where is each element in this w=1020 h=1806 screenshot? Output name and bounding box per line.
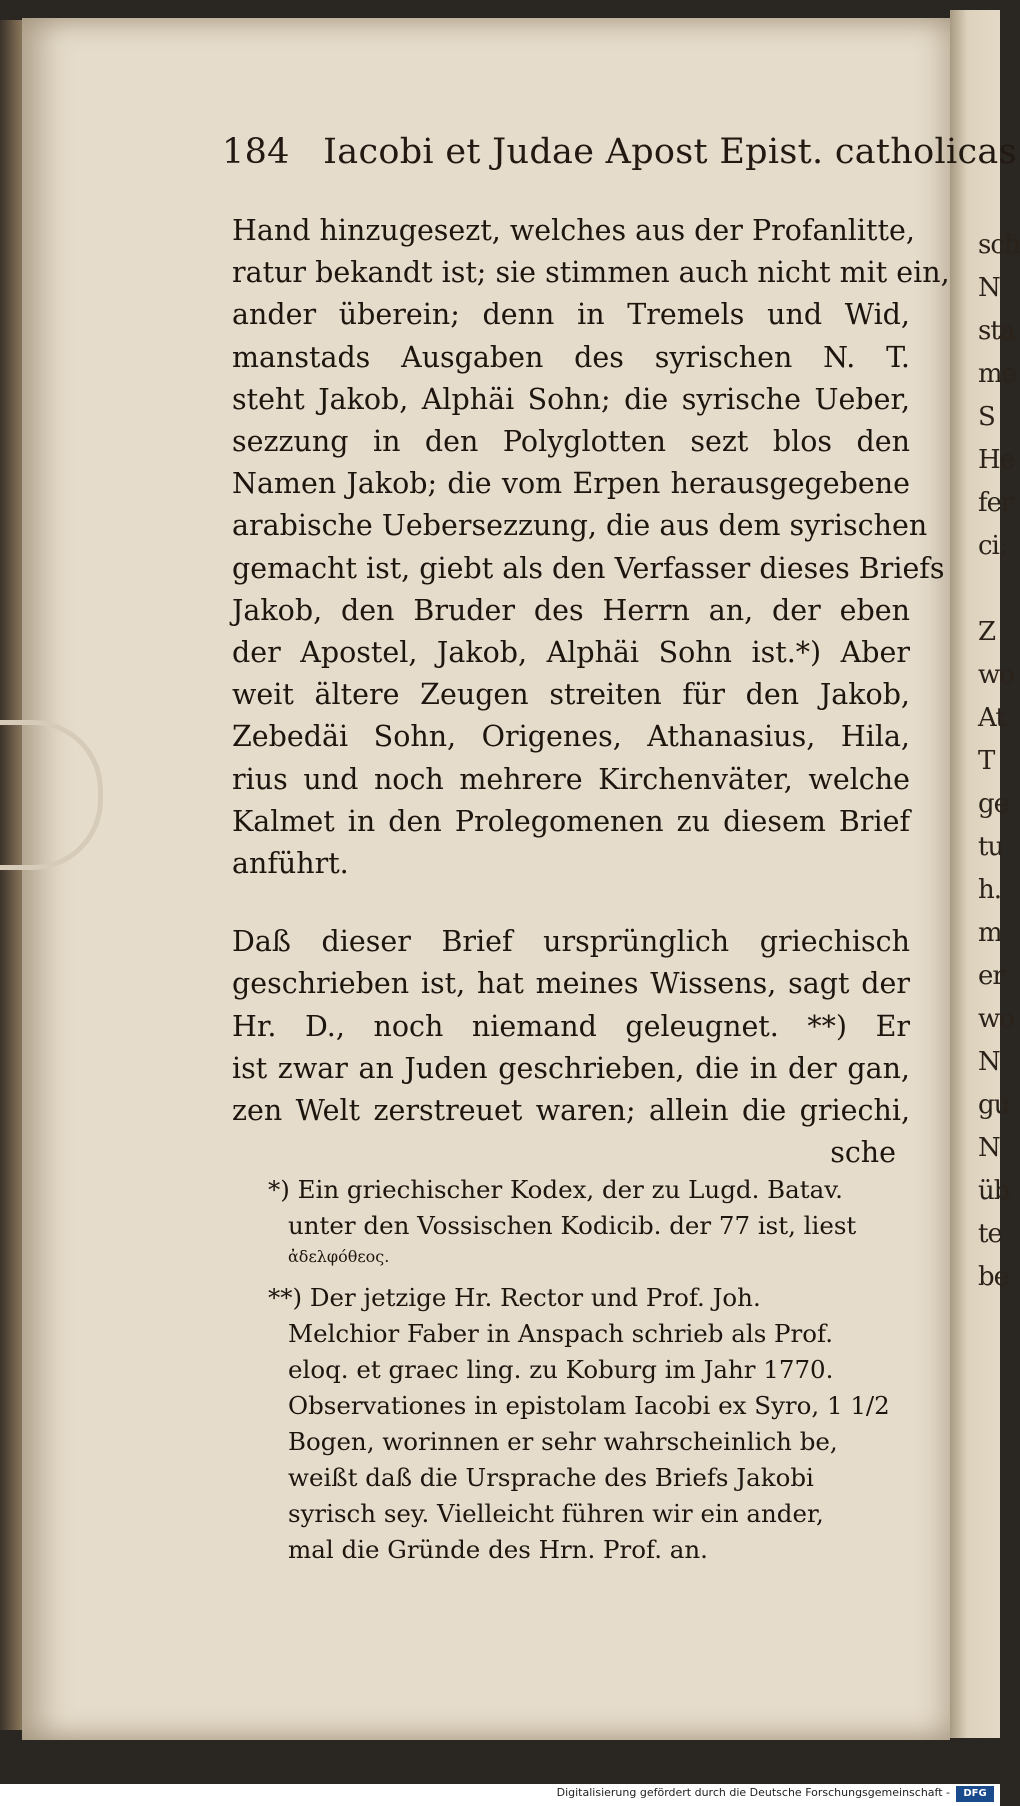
footnote-1 (268, 1172, 908, 1270)
digitization-credit: Digitalisierung gefördert durch die Deutsche Forschungsgemeinschaft - (556, 1786, 950, 1799)
facing-page-fragment: S (978, 402, 995, 432)
facing-page-fragment: h. (978, 875, 1002, 905)
facing-page-fragment: te (978, 1219, 1002, 1249)
facing-page-fragment (950, 574, 1000, 617)
page-number: 184 (222, 132, 290, 172)
text-line: Namen Jakob; die vom Erpen herausgegebene (232, 467, 910, 501)
text-line: **) Der jetzige Hr. Rector und Prof. Joh. (268, 1283, 761, 1312)
facing-page-fragment: wo (978, 1004, 1014, 1034)
facing-page-fragment: ci; (978, 531, 1007, 561)
text-line: Hand hinzugesezt, welches aus der Profanlitte, (232, 214, 915, 247)
footnotes (268, 1172, 908, 1568)
text-line: ratur bekandt ist; sie stimmen auch nicht mit ein, (232, 256, 950, 290)
running-header (222, 132, 1017, 172)
text-line: weit ältere Zeugen streiten für den Jakob, (232, 678, 910, 712)
text-line: manstads Ausgaben des syrischen N. T. (232, 340, 910, 374)
text-line: anführt. (232, 847, 349, 881)
text-line: Hr. D., noch niemand geleugnet. **) Er (232, 1009, 910, 1043)
facing-page-fragment: wo (978, 660, 1014, 690)
running-title: Iacobi et Judae Apost Epist. catholicas (323, 132, 1017, 172)
text-line: geschrieben ist, hat meines Wissens, sagt der (232, 967, 910, 1001)
text-line: syrisch sey. Vielleicht führen wir ein ander, (288, 1499, 824, 1528)
text-line: steht Jakob, Alphäi Sohn; die syrische Ueber, (232, 382, 910, 416)
facing-page-fragment: sta (978, 316, 1015, 346)
facing-page-fragment: be (978, 1262, 1009, 1292)
facing-page-fragment: m (978, 918, 1002, 948)
text-line: rius und noch mehrere Kirchenväter, welche (232, 762, 910, 796)
text-line: sezzung in den Polyglotten sezt blos den (232, 425, 910, 459)
catchword: sche (830, 1136, 896, 1170)
facing-page-fragment: N (978, 1047, 1000, 1077)
facing-page-fragment: He (978, 445, 1015, 475)
text-line: weißt daß die Ursprache des Briefs Jakobi (288, 1463, 814, 1492)
facing-page-fragment: T (978, 746, 995, 776)
paragraph-1 (232, 210, 950, 885)
facing-page-fragment: me (978, 359, 1017, 389)
facing-page-fragment: N (978, 273, 1000, 303)
facing-page-fragment: ge (978, 789, 1009, 819)
facing-page-edge (950, 10, 1020, 1738)
main-text (232, 210, 950, 1174)
facing-page-fragment: N (978, 1133, 1000, 1163)
text-line: *) Ein griechischer Kodex, der zu Lugd. Batav. (268, 1175, 843, 1204)
text-line: Jakob, den Bruder des Herrn an, der eben (232, 593, 910, 627)
text-line: Bogen, worinnen er sehr wahrscheinlich be, (288, 1427, 838, 1456)
footnote-2 (268, 1280, 908, 1568)
facing-page-fragment: tu (978, 832, 1004, 862)
facing-page-fragment: fer (978, 488, 1013, 518)
facing-page-fragment: er (978, 961, 1004, 991)
text-line: zen Welt zerstreuet waren; allein die griechi, (232, 1094, 910, 1128)
text-line: Observationes in epistolam Iacobi ex Syro, 1 1/2 (288, 1391, 890, 1420)
text-line: eloq. et graec ling. zu Koburg im Jahr 1770. (288, 1355, 834, 1384)
text-line: Melchior Faber in Anspach schrieb als Prof. (288, 1319, 833, 1348)
text-line: mal die Gründe des Hrn. Prof. an. (288, 1535, 708, 1564)
text-line: unter den Vossischen Kodicib. der 77 ist, liest (288, 1211, 857, 1240)
facing-page-fragment: sch (978, 230, 1020, 260)
facing-page-fragment: Z (978, 617, 996, 647)
facing-page-fragment: üb (978, 1176, 1010, 1206)
text-line: Kalmet in den Prolegomenen zu diesem Brief (232, 804, 910, 838)
text-line: arabische Uebersezzung, die aus dem syrischen (232, 509, 928, 543)
text-line: ist zwar an Juden geschrieben, die in der gan, (232, 1051, 910, 1085)
facing-page-fragment: At (978, 703, 1005, 733)
text-line: Zebedäi Sohn, Origenes, Athanasius, Hila, (232, 720, 910, 754)
paragraph-2 (232, 921, 910, 1132)
text-line: der Apostel, Jakob, Alphäi Sohn ist.*) Aber (232, 636, 910, 670)
text-line: ἀδελφόθεος. (288, 1247, 390, 1266)
text-line: ander überein; denn in Tremels und Wid, (232, 298, 910, 332)
dfg-logo: DFG (956, 1786, 994, 1802)
text-line: Daß dieser Brief ursprünglich griechisch (232, 925, 910, 959)
facing-page-fragment: gu (978, 1090, 1010, 1120)
text-line: gemacht ist, giebt als den Verfasser dieses Briefs (232, 551, 945, 585)
